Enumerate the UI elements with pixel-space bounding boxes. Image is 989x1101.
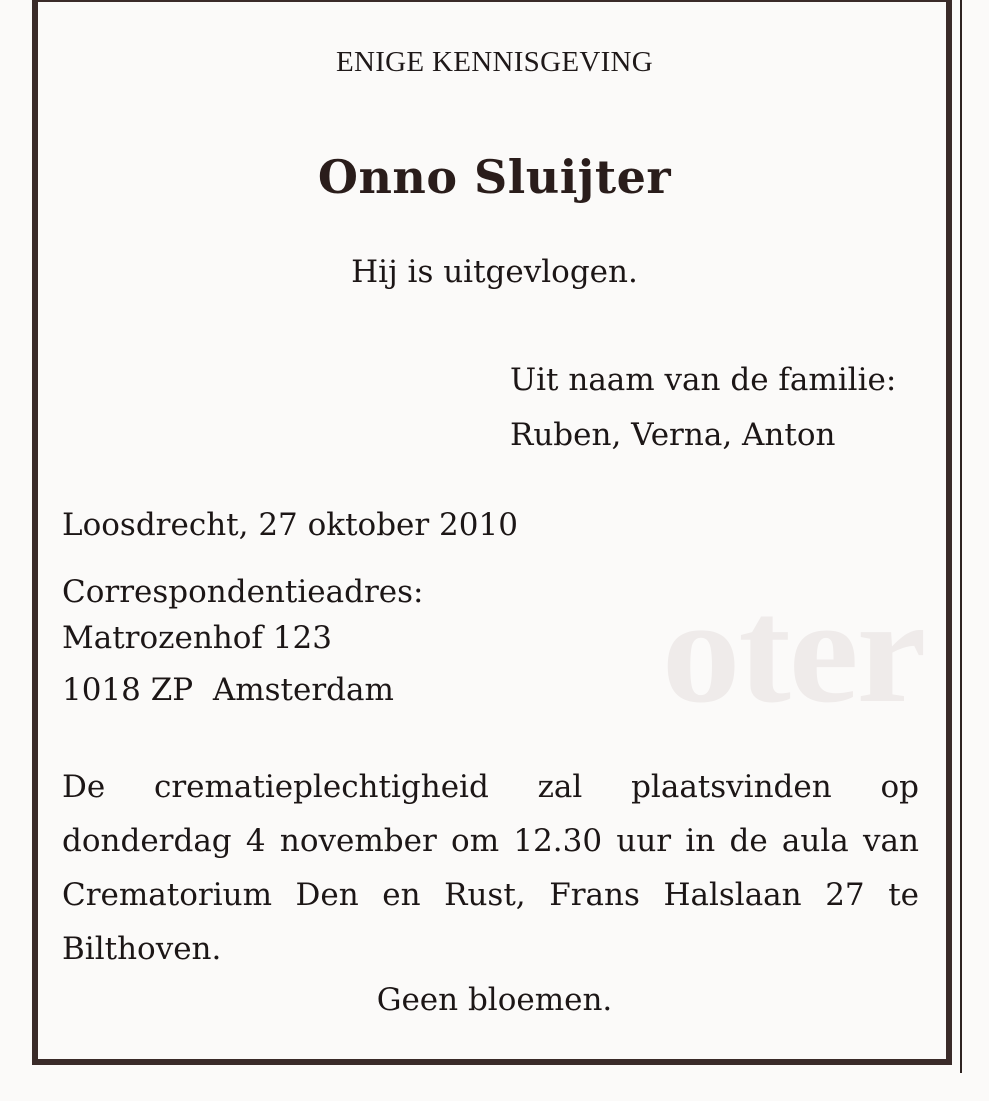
place-date: Loosdrecht, 27 oktober 2010 xyxy=(62,507,518,543)
ceremony-details: De crematieplechtigheid zal plaatsvinden op donderdag 4 november om 12.30 uur in de aula van Crematorium Den en Rust, Frans Halslaan 27 te Bilthoven. xyxy=(62,769,919,967)
notice-heading: ENIGE KENNISGEVING xyxy=(335,46,654,78)
family-label: Uit naam van de familie: xyxy=(510,362,897,398)
closing-note: Geen bloemen. xyxy=(376,982,613,1018)
reverse-side-bleed-through: oter xyxy=(661,568,925,734)
correspondence-street: Matrozenhof 123 xyxy=(62,620,332,656)
deceased-name: Onno Sluijter xyxy=(317,150,672,204)
correspondence-postal-city: 1018 ZP Amsterdam xyxy=(62,672,394,708)
correspondence-label: Correspondentieadres: xyxy=(62,574,424,610)
family-names: Ruben, Verna, Anton xyxy=(510,417,836,453)
tagline: Hij is uitgevlogen. xyxy=(351,254,638,290)
